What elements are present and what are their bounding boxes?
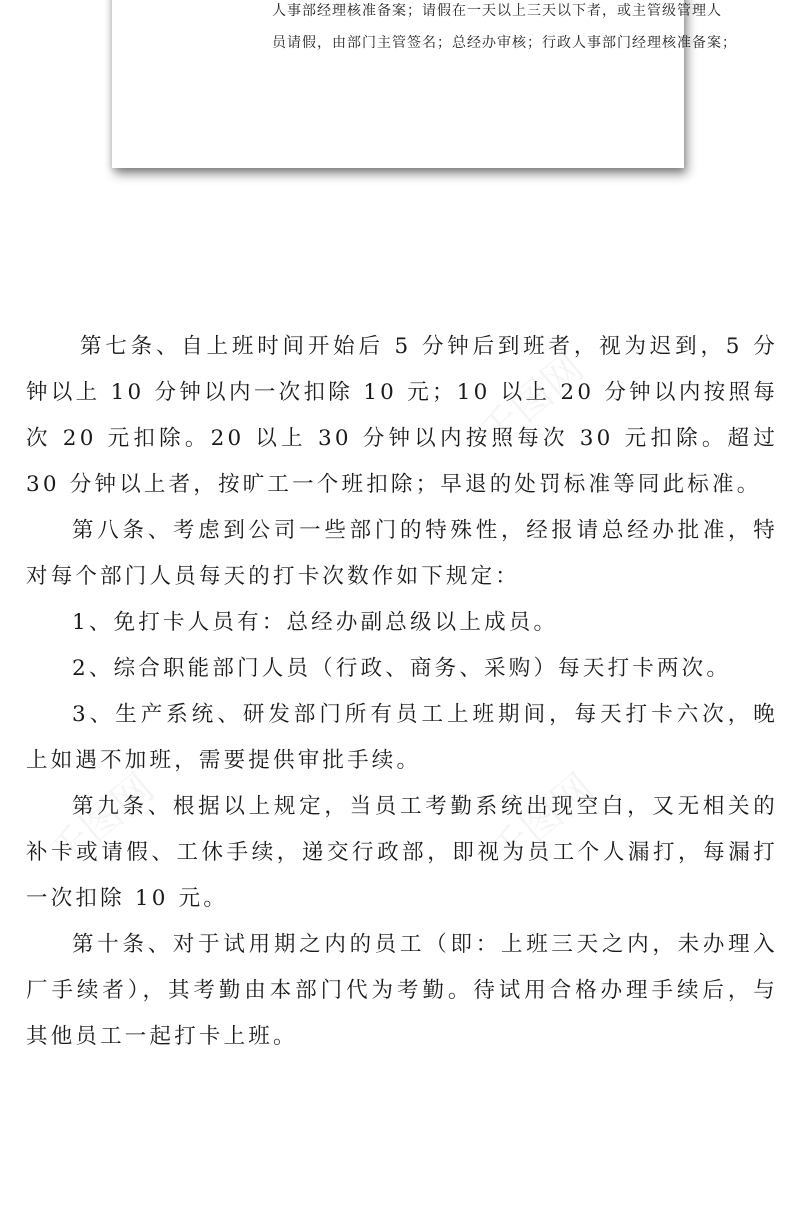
article-8-paragraph: 第八条、考虑到公司一些部门的特殊性，经报请总经办批准，特对每个部门人员每天的打卡次数作如下规定： [26, 518, 778, 589]
article-10-paragraph: 第十条、对于试用期之内的员工（即：上班三天之内，未办理入厂手续者），其考勤由本部门代为考勤。待试用合格办理手续后，与其他员工一起打卡上班。 [26, 932, 778, 1049]
article-8-item-1: 1、免打卡人员有：总经办副总级以上成员。 [72, 610, 559, 635]
document-page-preview [112, 0, 737, 168]
article-8-item-3: 3、生产系统、研发部门所有员工上班期间，每天打卡六次，晚上如遇不加班，需要提供审批手续。 [26, 702, 778, 773]
article-8-item-2: 2、综合职能部门人员（行政、商务、采购）每天打卡两次。 [72, 656, 732, 681]
article-7-paragraph: 第七条、自上班时间开始后 5 分钟后到班者，视为迟到，5 分钟以上 10 分钟以内一次扣除 10 元；10 以上 20 分钟以内按照每次 20 元扣除。20 以上 30 分钟以内按照每次 30 元扣除。超过 30 分钟以上者，按旷工一个班扣除；早退的处罚标准等同此标准。 [26, 334, 778, 497]
preview-line-2: 人事部经理核准备案；请假在一天以上三天以下者，或主管级管理人 [272, 3, 722, 19]
article-9-paragraph: 第九条、根据以上规定，当员工考勤系统出现空白，又无相关的补卡或请假、工休手续，递交行政部，即视为员工个人漏打，每漏打一次扣除 10 元。 [26, 794, 778, 911]
preview-line-3: 员请假，由部门主管签名；总经办审核；行政人事部门经理核准备案； [272, 35, 737, 51]
